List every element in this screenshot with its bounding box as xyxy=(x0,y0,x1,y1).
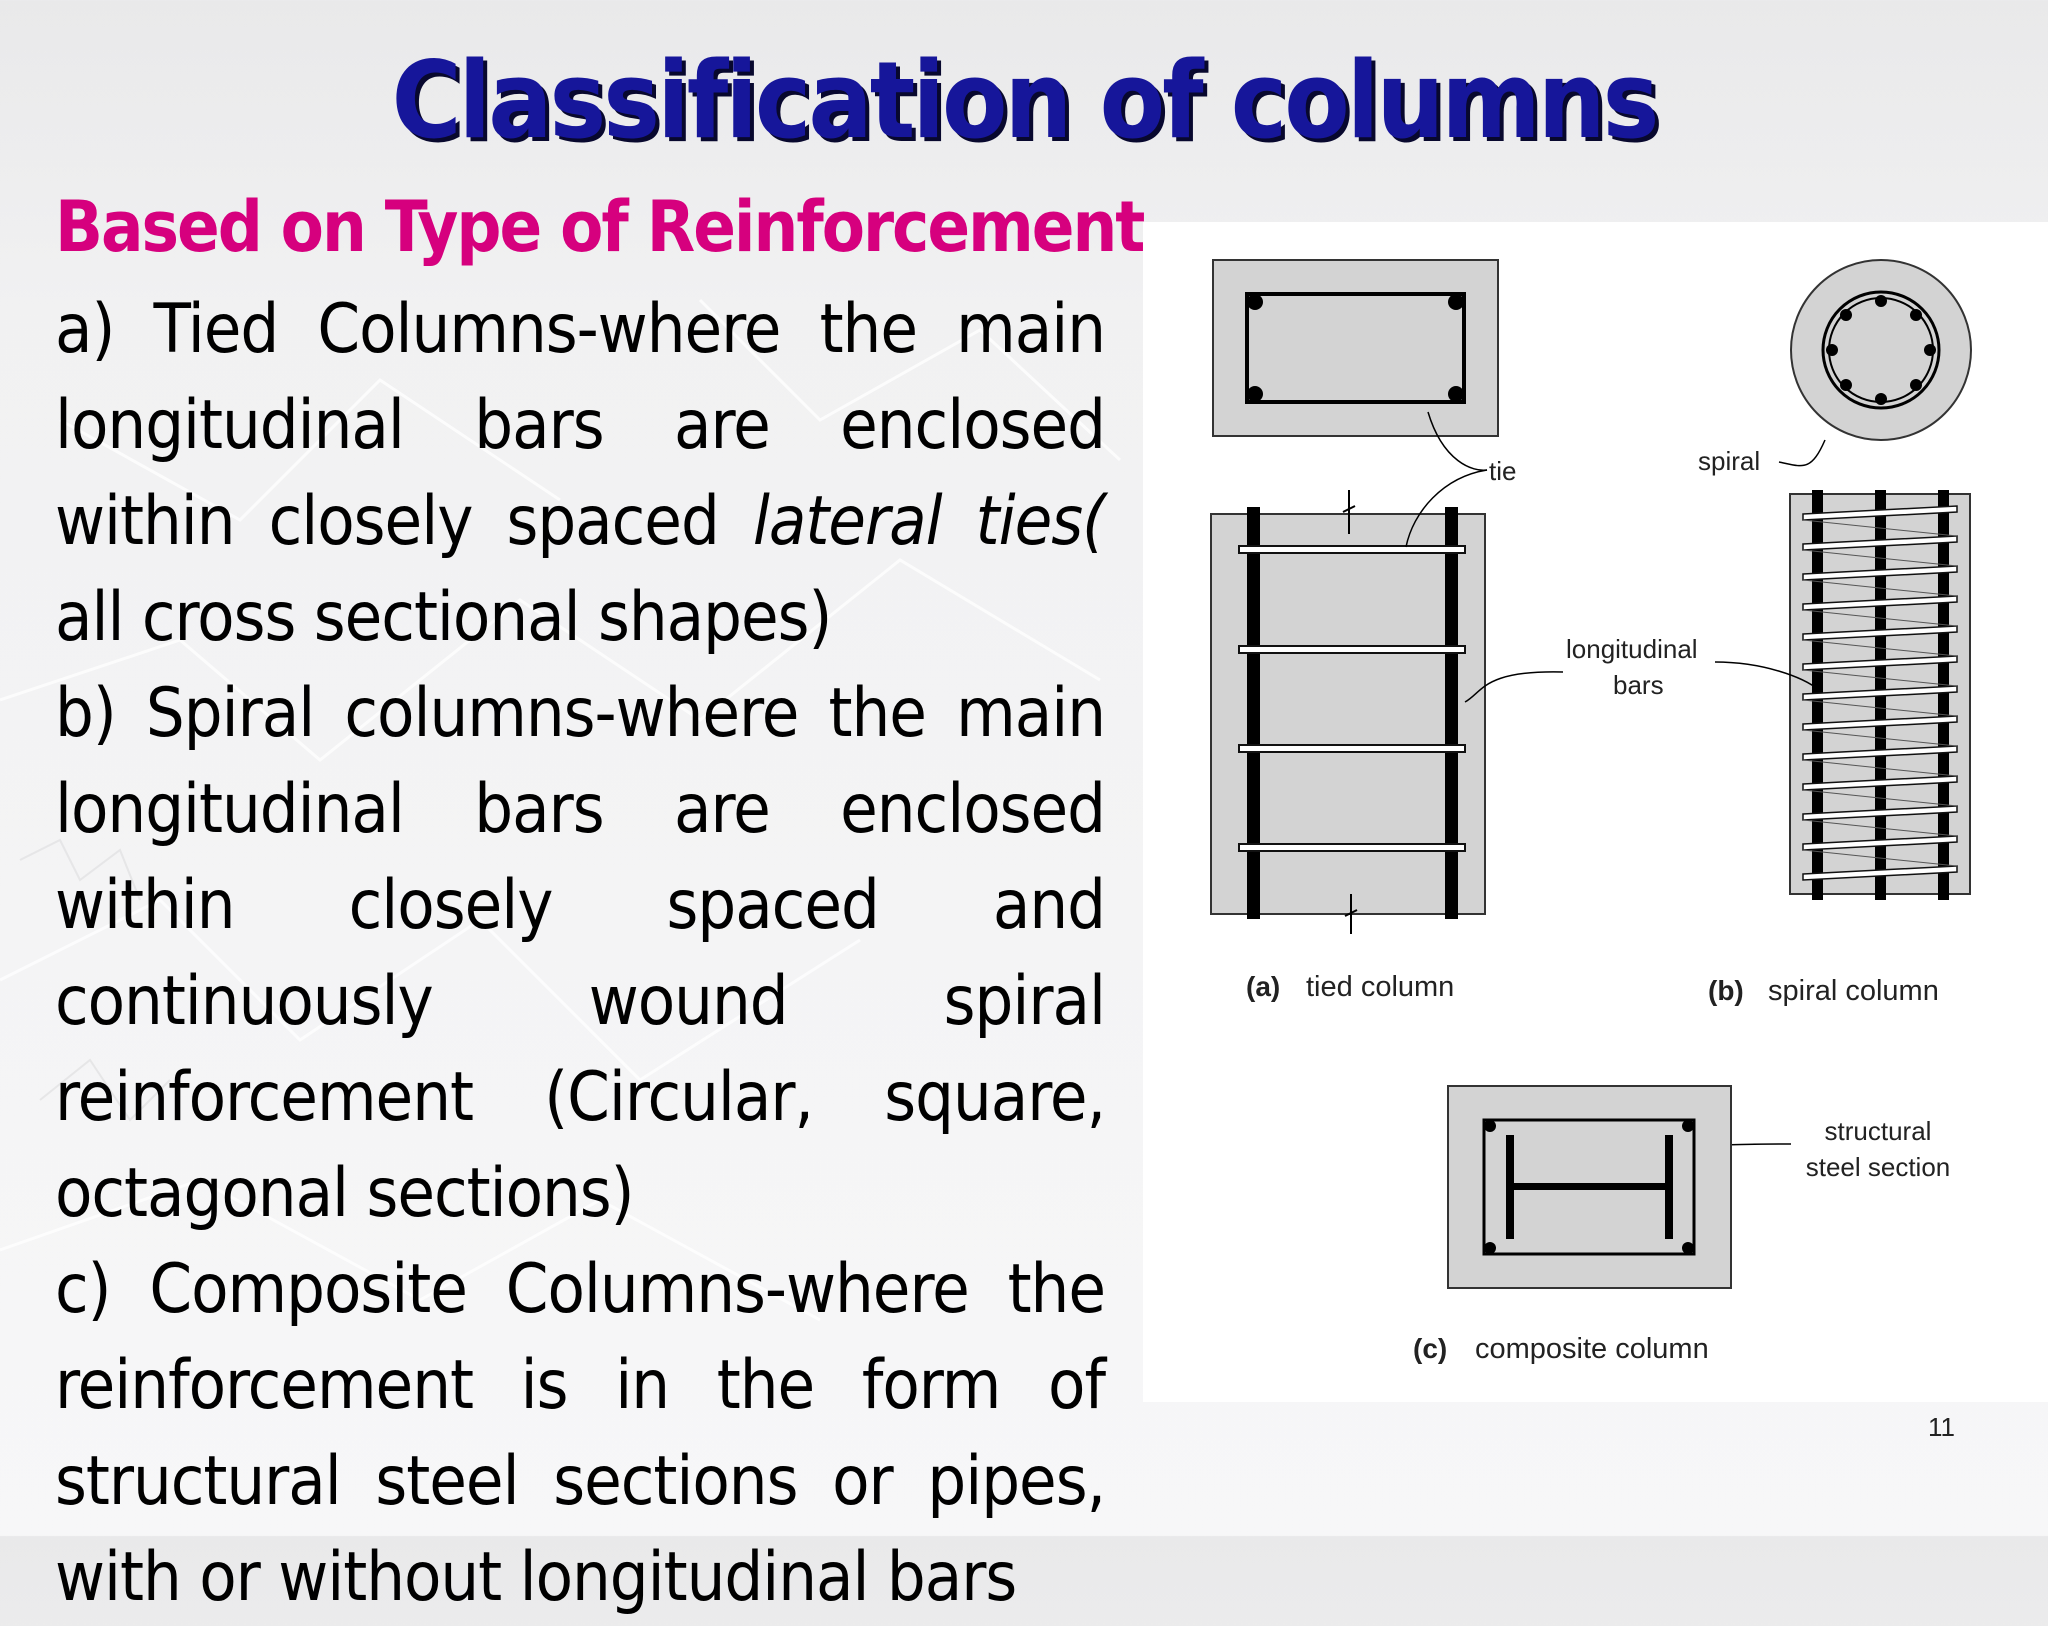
paragraph-tied-text: a) Tied Columns-where the main longitudinal bars are enclosed within closely spaced xyxy=(55,290,1105,561)
label-bars: bars xyxy=(1613,670,1664,700)
paragraph-tied-text-end: all cross sectional shapes) xyxy=(55,578,832,657)
caption-b: spiral column xyxy=(1768,975,1939,1007)
label-tie: tie xyxy=(1489,456,1517,486)
page-number: 11 xyxy=(1928,1412,1955,1442)
body-text xyxy=(55,282,1105,1626)
caption-b-letter: (b) xyxy=(1708,975,1744,1006)
tied-column-section xyxy=(1213,260,1498,436)
label-structural: structural xyxy=(1824,1116,1932,1146)
column-figure-panel xyxy=(1143,222,2048,1402)
caption-c: composite column xyxy=(1475,1333,1709,1365)
paragraph-tied xyxy=(55,282,1105,666)
paragraph-composite: c) Composite Columns-where the reinforcement is in the form of structural steel sections or pipes, with or without longitudinal bars xyxy=(55,1250,1105,1617)
paragraph-tied-italic: lateral ties( xyxy=(752,482,1105,561)
caption-a-letter: (a) xyxy=(1246,971,1281,1002)
slide-title: Classification of columns xyxy=(391,39,1657,162)
caption-a: tied column xyxy=(1306,971,1455,1003)
paragraph-spiral: b) Spiral columns-where the main longitudinal bars are enclosed within closely spaced and continuously wound spiral reinforcement (Circular, square, octagonal sections) xyxy=(55,674,1105,1233)
label-steel-section: steel section xyxy=(1805,1152,1951,1182)
tied-column-elevation xyxy=(1211,490,1485,934)
composite-column-section xyxy=(1448,1086,1731,1288)
label-longitudinal: longitudinal xyxy=(1566,634,1698,664)
spiral-column-elevation xyxy=(1790,490,1970,900)
label-spiral: spiral xyxy=(1698,446,1761,476)
spiral-column-section xyxy=(1791,260,1971,440)
slide-subtitle: Based on Type of Reinforcement xyxy=(55,186,1144,268)
caption-c-letter: (c) xyxy=(1413,1333,1448,1364)
column-types-figure xyxy=(1143,222,2048,1402)
